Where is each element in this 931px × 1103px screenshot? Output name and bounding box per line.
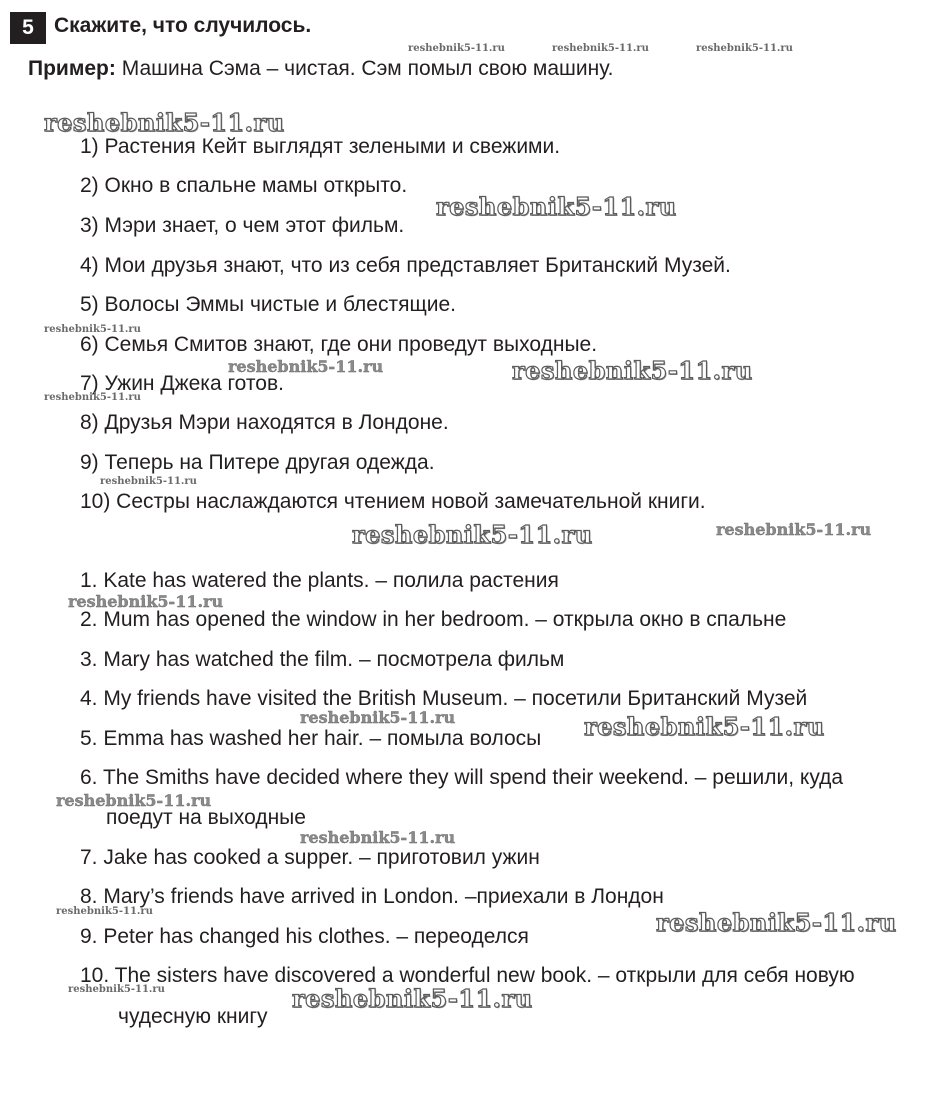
watermark: reshebnik5-11.ru bbox=[300, 828, 456, 847]
watermark: reshebnik5-11.ru bbox=[656, 908, 897, 937]
watermark: reshebnik5-11.ru bbox=[696, 43, 793, 54]
prompt-5: 5) Волосы Эммы чистые и блестящие. bbox=[80, 293, 456, 316]
watermark: reshebnik5-11.ru bbox=[512, 356, 753, 385]
watermark: reshebnik5-11.ru bbox=[552, 43, 649, 54]
watermark: reshebnik5-11.ru bbox=[228, 357, 384, 376]
prompt-2: 2) Окно в спальне мамы открыто. bbox=[80, 174, 408, 197]
answer-8: 8. Mary’s friends have arrived in London. –приехали в Лондон bbox=[80, 885, 664, 908]
watermark: reshebnik5-11.ru bbox=[300, 708, 456, 727]
watermark: reshebnik5-11.ru bbox=[68, 984, 165, 995]
answer-2: 2. Mum has opened the window in her bedroom. – открыла окно в спальне bbox=[80, 608, 787, 631]
watermark: reshebnik5-11.ru bbox=[352, 520, 593, 549]
prompt-6: 6) Семья Смитов знают, где они проведут выходные. bbox=[80, 333, 598, 356]
answer-4: 4. My friends have visited the British Museum. – посетили Британский Музей bbox=[80, 687, 808, 710]
watermark: reshebnik5-11.ru bbox=[56, 791, 212, 810]
answer-10: 10. The sisters have discovered a wonderful new book. – открыли для себя новую bbox=[80, 964, 855, 987]
watermark: reshebnik5-11.ru bbox=[44, 324, 141, 335]
answer-1: 1. Kate has watered the plants. – полила растения bbox=[80, 569, 559, 592]
answer-7: 7. Jake has cooked a supper. – приготовил ужин bbox=[80, 846, 540, 869]
answer-5: 5. Emma has washed her hair. – помыла волосы bbox=[80, 727, 542, 750]
exercise-number-badge: 5 bbox=[10, 12, 46, 44]
prompt-4: 4) Мои друзья знают, что из себя представляет Британский Музей. bbox=[80, 254, 731, 277]
prompt-3: 3) Мэри знает, о чем этот фильм. bbox=[80, 214, 405, 237]
prompt-10: 10) Сестры наслаждаются чтением новой замечательной книги. bbox=[80, 490, 706, 513]
watermark: reshebnik5-11.ru bbox=[716, 520, 872, 539]
example-label: Пример: bbox=[28, 57, 116, 80]
prompt-9: 9) Теперь на Питере другая одежда. bbox=[80, 451, 435, 474]
answer-9: 9. Peter has changed his clothes. – переоделся bbox=[80, 925, 529, 948]
prompt-1: 1) Растения Кейт выглядят зелеными и свежими. bbox=[80, 135, 561, 158]
answer-10-continuation: чудесную книгу bbox=[118, 1005, 268, 1028]
watermark: reshebnik5-11.ru bbox=[584, 712, 825, 741]
exercise-title: Скажите, что случилось. bbox=[54, 14, 312, 37]
example-text: Машина Сэма – чистая. Сэм помыл свою машину. bbox=[115, 57, 614, 80]
watermark: reshebnik5-11.ru bbox=[292, 984, 533, 1013]
answer-6-continuation: поедут на выходные bbox=[106, 806, 306, 829]
watermark: reshebnik5-11.ru bbox=[408, 43, 505, 54]
watermark: reshebnik5-11.ru bbox=[68, 592, 224, 611]
prompt-8: 8) Друзья Мэри находятся в Лондоне. bbox=[80, 411, 449, 434]
example-line bbox=[28, 57, 613, 81]
answer-3: 3. Mary has watched the film. – посмотрела фильм bbox=[80, 648, 565, 671]
watermark: reshebnik5-11.ru bbox=[100, 476, 197, 487]
watermark: reshebnik5-11.ru bbox=[44, 392, 141, 403]
watermark: reshebnik5-11.ru bbox=[436, 192, 677, 221]
prompt-7: 7) Ужин Джека готов. bbox=[80, 372, 284, 395]
watermark: reshebnik5-11.ru bbox=[44, 108, 285, 137]
watermark: reshebnik5-11.ru bbox=[56, 906, 153, 917]
answer-6: 6. The Smiths have decided where they will spend their weekend. – решили, куда bbox=[80, 766, 844, 789]
